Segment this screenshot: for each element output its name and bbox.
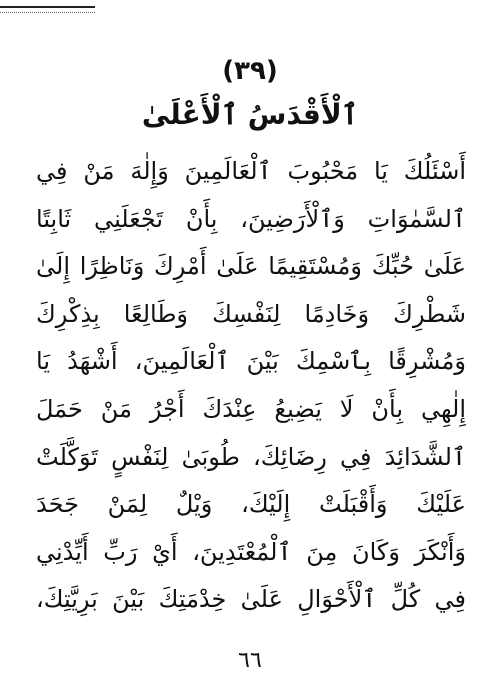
text-line-7: ٱلشَّدَائِدَ فِي رِضَائِكَ، طُوبَىٰ لِنَفْسٍ تَوَكَّلَتْ — [36, 442, 466, 471]
text-line-10: فِي كُلِّ ٱلْأَحْوَالِ عَلَىٰ خِدْمَتِكَ بَيْنَ بَرِيَّتِكَ، — [36, 585, 466, 614]
text-line-5: وَمُشْرِقًا بِٱسْمِكَ بَيْنَ ٱلْعَالَمِينَ، أَشْهَدُ يَا — [36, 347, 466, 376]
prayer-text-block — [36, 148, 466, 624]
section-number: (٣٩) — [222, 56, 278, 86]
text-line-9: وَأَنْكَرَ وَكَانَ مِنَ ٱلْمُعْتَدِينَ، أَيْ رَبِّ أَيِّدْنِي — [36, 537, 466, 566]
top-rule-line — [0, 6, 95, 8]
page-number: ٦٦ — [238, 648, 262, 673]
page-title: ٱلْأَقْدَسُ ٱلْأَعْلَىٰ — [141, 98, 359, 131]
text-line-8: عَلَيْكَ وَأَقْبَلَتْ إِلَيْكَ، وَيْلٌ لِمَنْ جَحَدَ — [36, 490, 466, 519]
text-line-2: ٱلسَّمٰوَاتِ وَٱلْأَرَضِينَ، بِأَنْ تَجْعَلَنِي ثَابِتًا — [36, 204, 466, 233]
text-line-3: عَلَىٰ حُبِّكَ وَمُسْتَقِيمًا عَلَىٰ أَمْرِكَ وَنَاظِرًا إِلَىٰ — [36, 252, 466, 281]
text-line-6: إِلٰهِي بِأَنْ لَا يَضِيعُ عِنْدَكَ أَجْرُ مَنْ حَمَلَ — [36, 394, 466, 423]
text-line-1: أَسْئَلُكَ يَا مَحْبُوبَ ٱلْعَالَمِينَ وَإِلٰهَ مَنْ فِي — [36, 157, 466, 185]
text-line-4: شَطْرِكَ وَخَادِمًا لِنَفْسِكَ وَطَالِعًا بِذِكْرِكَ — [36, 299, 466, 328]
top-dotted-rule — [0, 12, 95, 13]
